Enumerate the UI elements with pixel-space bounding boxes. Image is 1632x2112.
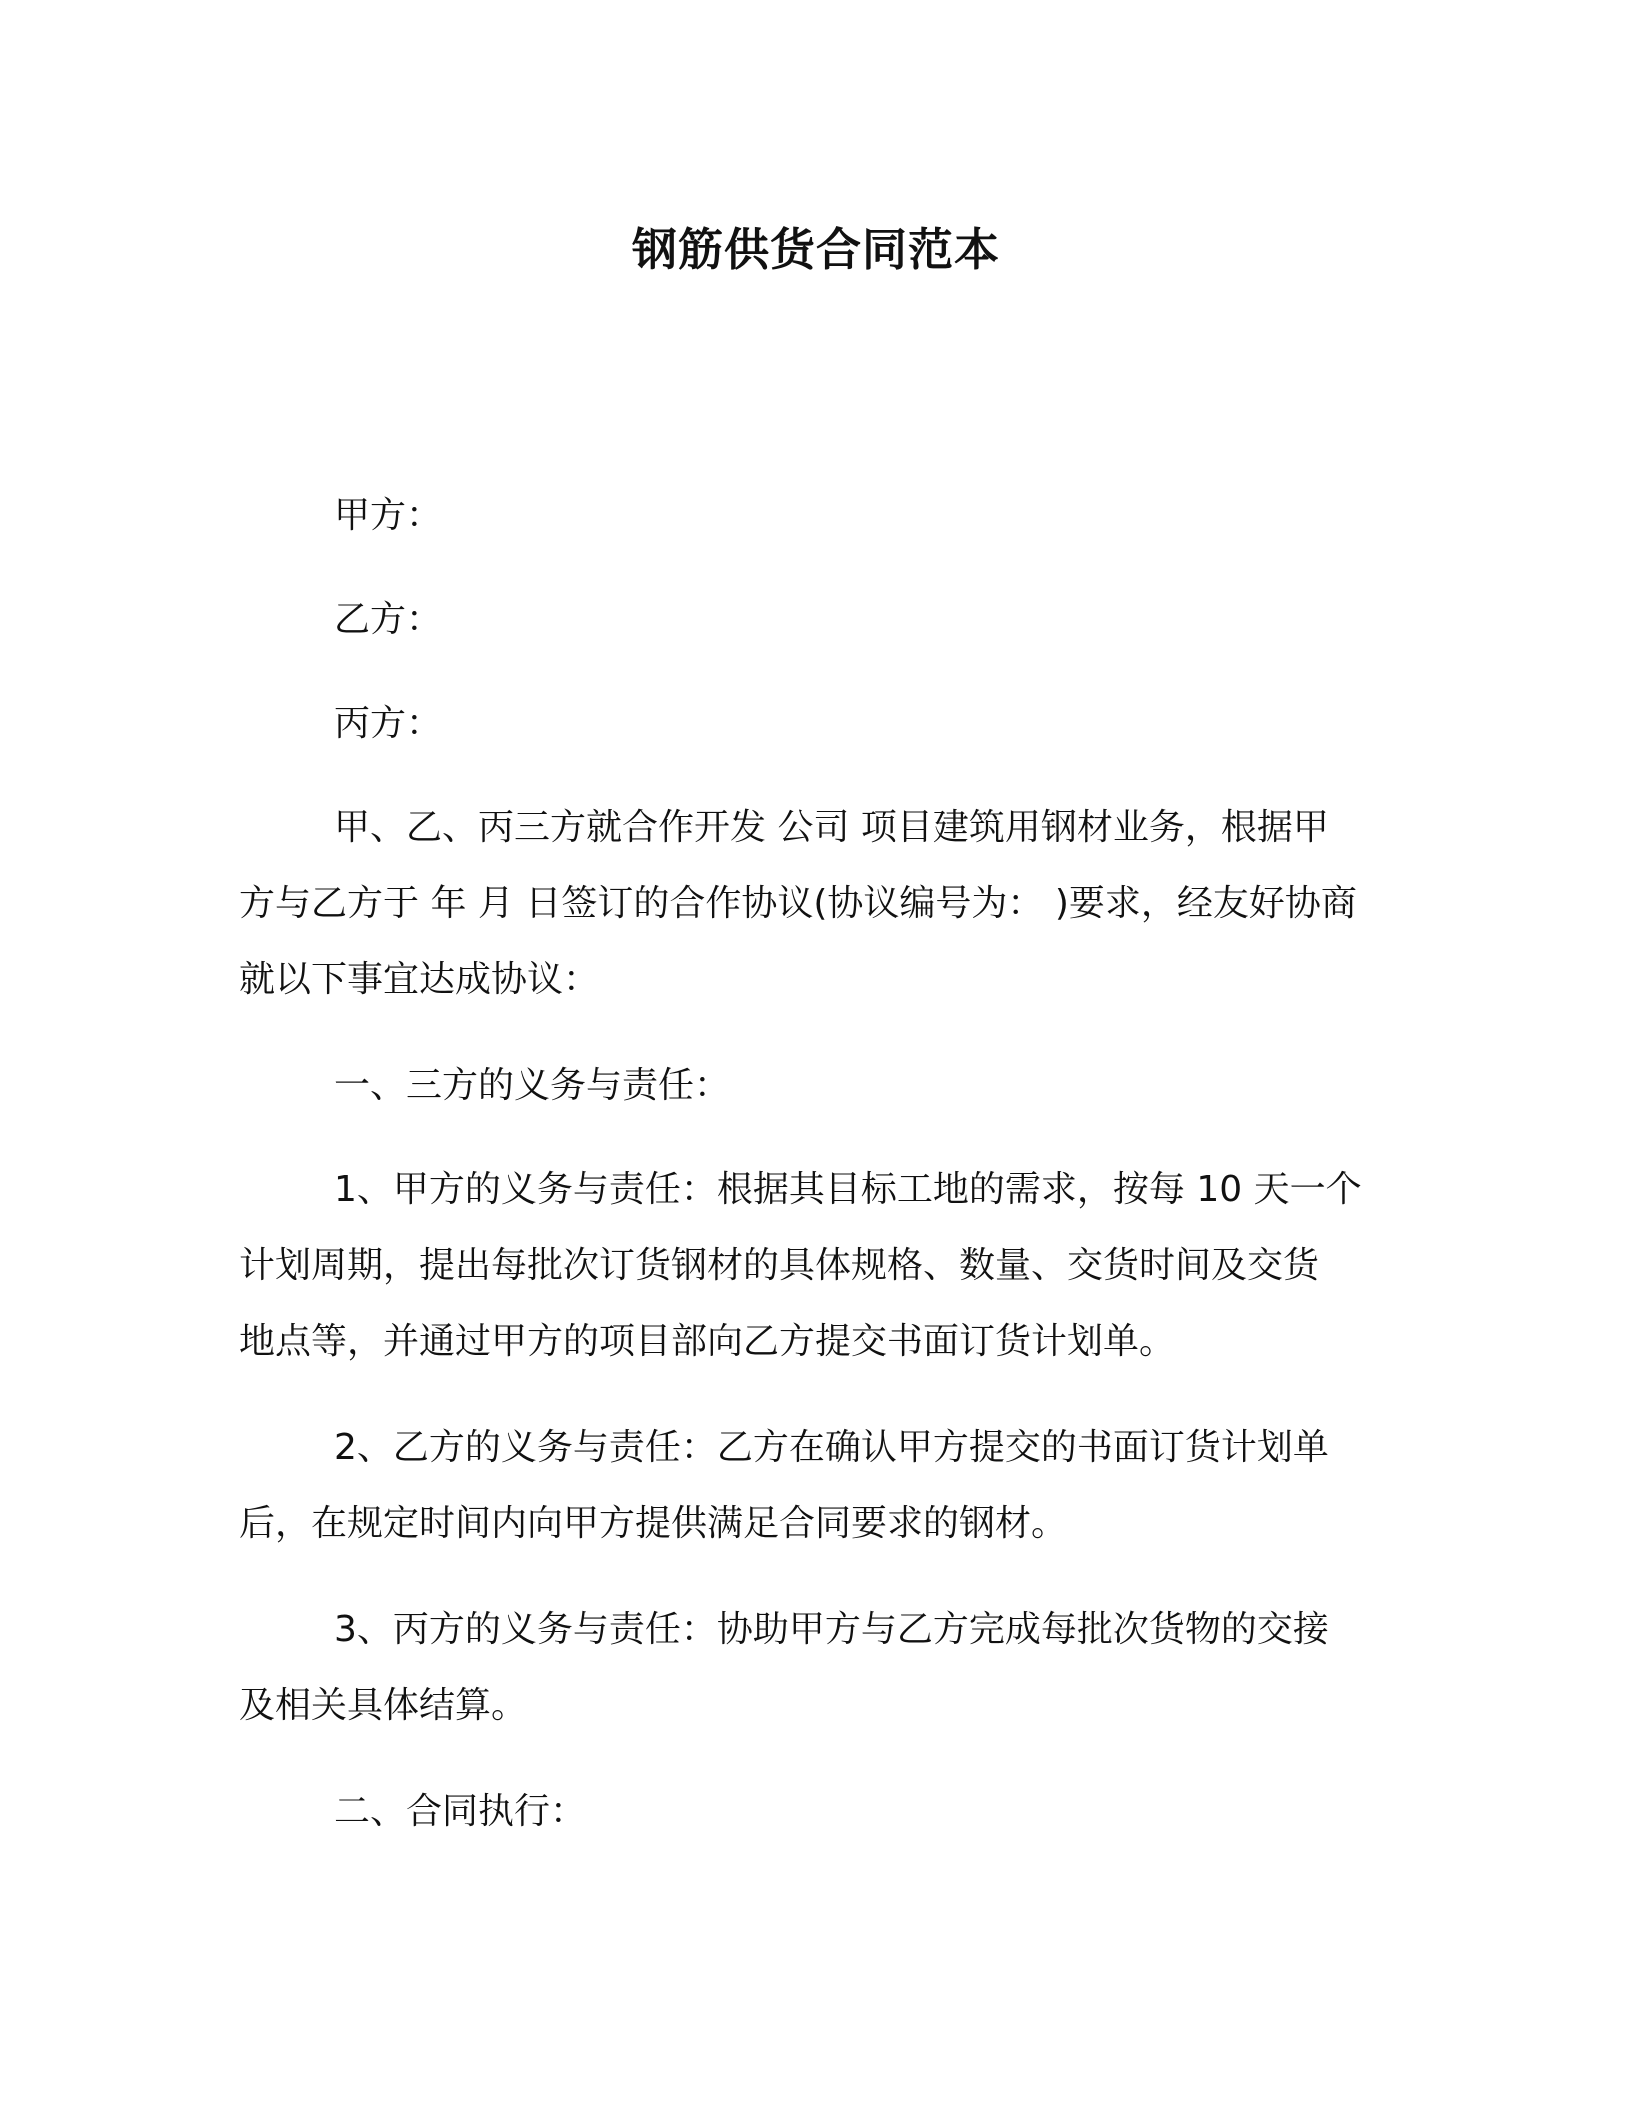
clause-2-line-1: 2、乙方的义务与责任：乙方在确认甲方提交的书面订货计划单 bbox=[334, 1427, 1329, 1468]
clause-3-line-2: 及相关具体结算。 bbox=[239, 1685, 528, 1726]
document-title: 钢筋供货合同范本 bbox=[631, 223, 1000, 276]
clause-1-line-1: 1、甲方的义务与责任：根据其目标工地的需求，按每 10 天一个 bbox=[334, 1169, 1362, 1210]
clause-2-line-2: 后，在规定时间内向甲方提供满足合同要求的钢材。 bbox=[239, 1503, 1068, 1544]
intro-line-3: 就以下事宜达成协议： bbox=[239, 959, 600, 1000]
section-2-heading: 二、合同执行： bbox=[334, 1791, 587, 1832]
clause-3-line-1: 3、丙方的义务与责任：协助甲方与乙方完成每批次货物的交接 bbox=[334, 1609, 1329, 1650]
clause-1-line-3: 地点等，并通过甲方的项目部向乙方提交书面订货计划单。 bbox=[239, 1321, 1176, 1362]
party-b-label: 乙方： bbox=[334, 599, 443, 640]
party-a-label: 甲方： bbox=[334, 495, 443, 536]
intro-line-1: 甲、乙、丙三方就合作开发 公司 项目建筑用钢材业务，根据甲 bbox=[334, 807, 1329, 848]
clause-1-line-2: 计划周期，提出每批次订货钢材的具体规格、数量、交货时间及交货 bbox=[239, 1245, 1320, 1286]
party-c-label: 丙方： bbox=[334, 703, 443, 744]
section-1-heading: 一、三方的义务与责任： bbox=[334, 1065, 731, 1106]
intro-line-2: 方与乙方于 年 月 日签订的合作协议(协议编号为： )要求，经友好协商 bbox=[239, 883, 1357, 924]
